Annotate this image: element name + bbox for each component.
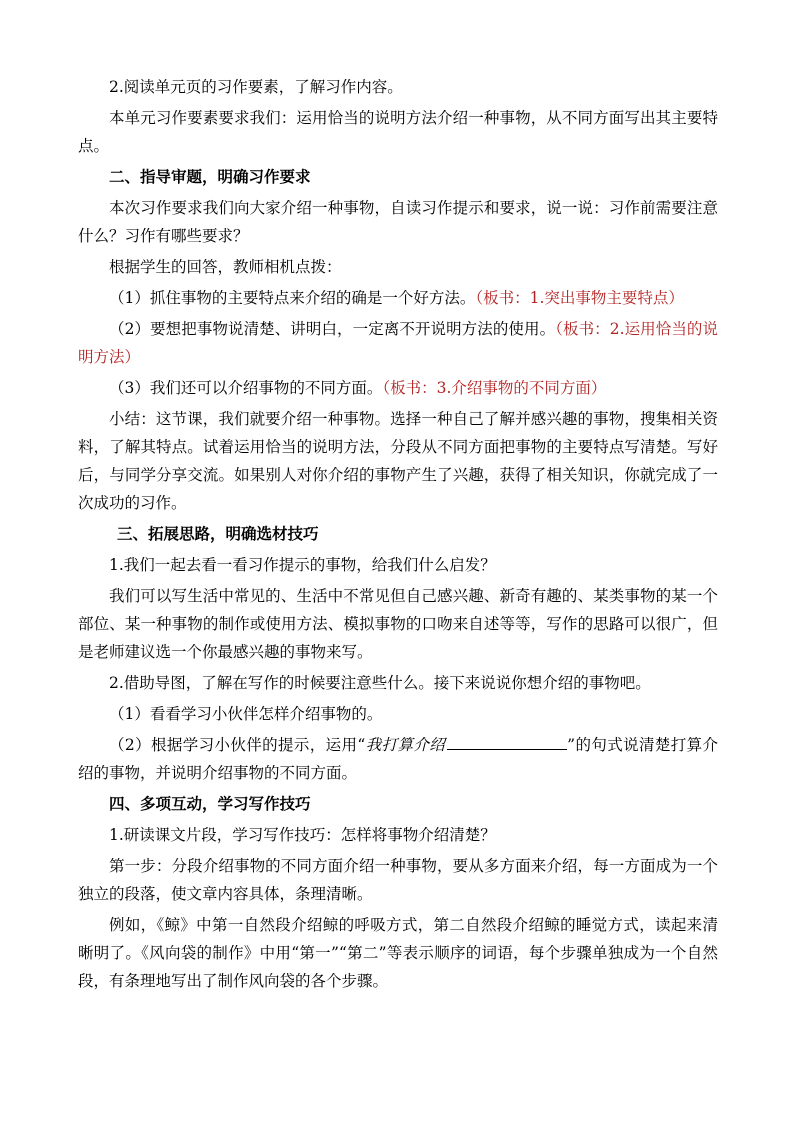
para-11: 例如，《鲸》中第一自然段介绍鲸的呼吸方式，第二自然段介绍鲸的睡觉方式，读起来清晰明了。《风向袋的制作》中用“第一”“第二”等表示顺序的词语，每个步骤单独成为一个自然段，有条理地写出了制作风向袋的各个步骤。 (78, 916, 718, 990)
fill-in-blank (447, 733, 567, 750)
point-1-text: （1）抓住事物的主要特点来介绍的确是一个好方法。 (109, 289, 476, 307)
lesson-plan-body (78, 73, 718, 998)
para-5: 1.我们一起去看一看习作提示的事物，给我们什么启发？ (109, 556, 496, 574)
point-2-text: （2）要想把事物说清楚、讲明白，一定离不开说明方法的使用。 (109, 320, 556, 338)
sentence-pattern-para (78, 731, 718, 787)
summary-para: 小结：这节课，我们就要介绍一种事物。选择一种自己了解并感兴趣的事物，搜集相关资料，了解其特点。试着运用恰当的说明方法，分段从不同方面把事物的主要特点写清楚。写好后，与同学分享交流。如果别人对你介绍的事物产生了兴趣，获得了相关知识，你就完成了一次成功的习作。 (78, 410, 718, 512)
pattern-before: （2）根据学习小伙伴的提示，运用“ (109, 736, 366, 754)
point-1 (78, 284, 718, 312)
para-8: （1）看看学习小伙伴怎样介绍事物的。 (109, 705, 383, 723)
para-6: 我们可以写生活中常见的、生活中不常见但自己感兴趣、新奇有趣的、某类事物的某一个部位、某一种事物的制作或使用方法、模拟事物的口吻来自述等等，写作的思路可以很广，但是老师建议选一个你最感兴趣的事物来写。 (78, 587, 718, 661)
pattern-handwriting: 我打算介绍 (365, 736, 446, 754)
para-7: 2.借助导图，了解在写作的时候要注意些什么。接下来说说你想介绍的事物吧。 (109, 674, 651, 692)
para-3: 本次习作要求我们向大家介绍一种事物，自读习作提示和要求，说一说：习作前需要注意什么？习作有哪些要求？ (78, 199, 718, 245)
point-2 (78, 315, 718, 371)
section-heading-3: 三、拓展思路，明确选材技巧 (117, 524, 319, 543)
board-note-2: （板书：2.运用恰当的说明方法） (78, 320, 718, 366)
point-3 (78, 374, 718, 402)
point-3-text: （3）我们还可以介绍事物的不同方面。 (109, 379, 383, 397)
para-1: 2.阅读单元页的习作要素，了解习作内容。 (109, 78, 403, 96)
para-9: 1.研读课文片段，学习写作技巧：怎样将事物介绍清楚？ (109, 826, 496, 844)
para-2: 本单元习作要素要求我们：运用恰当的说明方法介绍一种事物，从不同方面写出其主要特点。 (78, 109, 718, 155)
section-heading-2: 二、指导审题，明确习作要求 (109, 167, 311, 186)
board-note-1: （板书：1.突出事物主要特点） (475, 289, 684, 307)
pattern-after: ”的句式说清楚打算介绍的事物，并说明介绍事物的不同方面。 (78, 736, 718, 782)
para-10: 第一步：分段介绍事物的不同方面介绍一种事物，要从多方面来介绍，每一方面成为一个独立的段落，使文章内容具体，条理清晰。 (78, 857, 718, 903)
para-4: 根据学生的回答，教师相机点拨： (109, 258, 342, 276)
section-heading-4: 四、多项互动，学习写作技巧 (109, 794, 311, 813)
board-note-3: （板书：3.介绍事物的不同方面） (382, 379, 607, 397)
